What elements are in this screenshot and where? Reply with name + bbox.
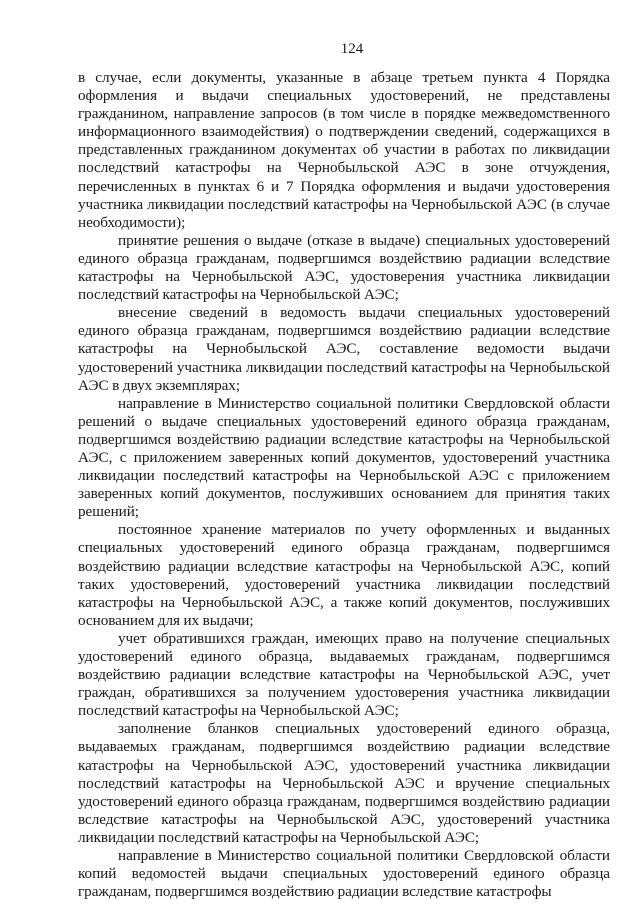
paragraph-4: направление в Министерство социальной политики Свердловской области решений о выдаче специальных удостоверений единого образца гражданам, подвергшимся воздействию радиации вследствие катастрофы на Чернобыльской АЭС, с приложением заверенных копий документов, удостоверений участника ликвидации последствий катастрофы на Чернобыльской АЭС с приложением заверенных копий документов, послуживших основанием для принятия таких решений; xyxy=(78,394,610,521)
paragraph-8: направление в Министерство социальной политики Свердловской области копий ведомостей выдачи специальных удостоверений единого образца гражданам, подвергшимся воздействию радиации вследствие катастрофы xyxy=(78,847,610,901)
paragraph-6: учет обратившихся граждан, имеющих право на получение специальных удостоверений единого образца, выдаваемых гражданам, подвергшимся воздействию радиации вследствие катастрофы на Чернобыльской АЭС, учет граждан, обратившихся за получением удостоверения участника ликвидации последствий катастрофы на Чернобыльской АЭС; xyxy=(78,629,610,720)
paragraph-7: заполнение бланков специальных удостоверений единого образца, выдаваемых гражданам, подвергшимся воздействию радиации вследствие катастрофы на Чернобыльской АЭС, удостоверений участника ликвидации последствий катастрофы на Чернобыльской АЭС и вручение специальных удостоверений единого образца гражданам, подвергшимся воздействию радиации вследствие катастрофы на Чернобыльской АЭС, удостоверений участника ликвидации последствий катастрофы на Чернобыльской АЭС; xyxy=(78,720,610,846)
paragraph-5: постоянное хранение материалов по учету оформленных и выданных специальных удостоверений единого образца гражданам, подвергшимся воздействию радиации вследствие катастрофы на Чернобыльской АЭС, копий таких удостоверений, удостоверений участника ликвидации последствий катастрофы на Чернобыльской АЭС, а также копий документов, послуживших основанием для их выдачи; xyxy=(78,521,610,629)
page-number: 124 xyxy=(340,41,364,57)
document-page xyxy=(78,40,610,901)
paragraph-1: в случае, если документы, указанные в абзаце третьем пункта 4 Порядка оформления и выдачи специальных удостоверений, не представлены гражданином, направление запросов (в том числе в порядке межведомственного информационного взаимодействия) о подтверждении сведений, содержащихся в представленных гражданином документах об участии в работах по ликвидации последствий катастрофы на Чернобыльской АЭС в зоне отчуждения, перечисленных в пунктах 6 и 7 Порядка оформления и выдачи удостоверения участника ликвидации последствий катастрофы на Чернобыльской АЭС (в случае необходимости); xyxy=(78,69,610,231)
paragraph-2: принятие решения о выдаче (отказе в выдаче) специальных удостоверений единого образца гражданам, подвергшимся воздействию радиации вследствие катастрофы на Чернобыльской АЭС, удостоверения участника ликвидации последствий катастрофы на Чернобыльской АЭС; xyxy=(78,231,610,304)
paragraph-3: внесение сведений в ведомость выдачи специальных удостоверений единого образца гражданам, подвергшимся воздействию радиации вследствие катастрофы на Чернобыльской АЭС, составление ведомости выдачи удостоверений участника ликвидации последствий катастрофы на Чернобыльской АЭС в двух экземплярах; xyxy=(78,304,610,394)
